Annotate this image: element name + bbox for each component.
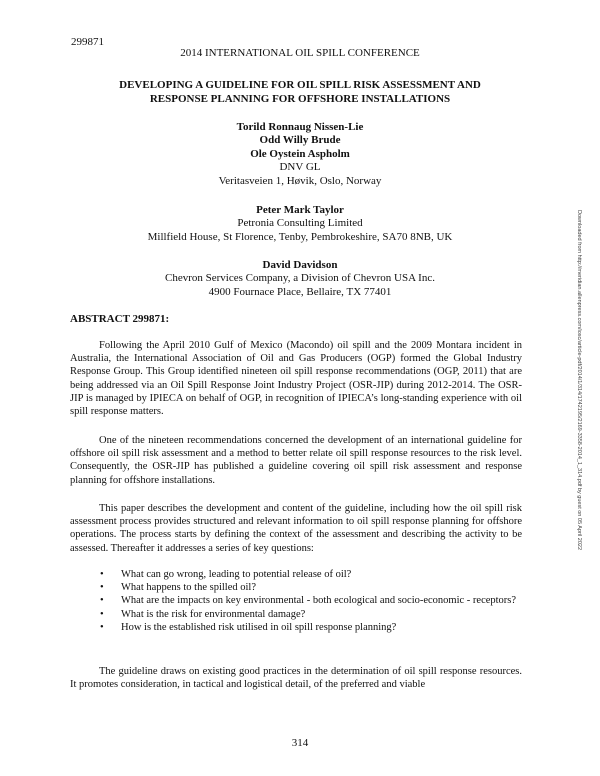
list-item: • What is the risk for environmental damage? <box>100 608 520 621</box>
paragraph-text: The guideline draws on existing good practices in the determination of oil spill response resources. It promotes consideration, in tactical and logistical detail, of the preferred and viable <box>70 666 522 691</box>
author-name: Peter Mark Taylor <box>256 204 344 216</box>
author-name: Odd Willy Brude <box>259 134 341 147</box>
key-questions-list <box>100 568 520 634</box>
page-number: 314 <box>291 737 309 749</box>
author-affiliation: Petronia Consulting Limited <box>237 217 363 230</box>
author-block-2 <box>60 204 540 244</box>
abstract-heading: ABSTRACT 299871: <box>70 313 170 325</box>
download-watermark <box>574 210 582 750</box>
author-name: Torild Ronnaug Nissen-Lie <box>236 121 364 133</box>
list-item: • What happens to the spilled oil? <box>100 581 520 594</box>
document-id: 299871 <box>71 36 104 48</box>
author-affiliation: DNV GL <box>279 161 321 174</box>
author-address: Millfield House, St Florence, Tenby, Pembrokeshire, SA70 8NB, UK <box>147 230 453 243</box>
paragraph-text: One of the nineteen recommendations concerned the development of an international guideline for offshore oil spill risk assessment and a method to better relate oil spill response resources to the risk level. Consequently, the OSR-JIP has published a guideline covering oil spill risk assessment and response planning for offshore installations. <box>70 435 522 486</box>
paper-title-line-2: RESPONSE PLANNING FOR OFFSHORE INSTALLATIONS <box>149 93 451 105</box>
author-block-3 <box>60 259 540 299</box>
conference-name: 2014 INTERNATIONAL OIL SPILL CONFERENCE <box>180 47 420 59</box>
author-affiliation: Chevron Services Company, a Division of Chevron USA Inc. <box>165 272 435 285</box>
author-name: Ole Oystein Aspholm <box>250 147 350 160</box>
abstract-paragraph-3 <box>70 502 522 555</box>
author-address: 4900 Fournace Place, Bellaire, TX 77401 <box>208 285 392 298</box>
abstract-paragraph-1 <box>70 339 522 418</box>
paragraph-text: Following the April 2010 Gulf of Mexico (Macondo) oil spill and the 2009 Montara incident in Australia, the International Association of Oil and Gas Producers (OGP) formed the Global Industry Response Group. This Group identified nineteen oil spill response recommendations (OGP, 2011) that are being addressed via an Oil Spill Response Joint Industry Project (OSR-JIP) during 2012-2014. The OSR-JIP is managed by IPIECA on behalf of OGP, in recognition of IPIECA’s long-standing experience with oil spill response matters. <box>70 340 522 418</box>
abstract-paragraph-4 <box>70 665 522 691</box>
download-note: Downloaded from http://meridian.allenpress.com/iosc/article-pdf/2014/1/314/1742195/2169-3358-2014_1_314.pdf by guest on 05 April 2022 <box>576 210 582 551</box>
paragraph-text: This paper describes the development and content of the guideline, including how the oil spill risk assessment process provides structured and relevant information to oil spill response planning for offshore operations. The process starts by defining the context of the assessment and describing the activity to be assessed. Thereafter it addresses a series of key questions: <box>70 503 522 554</box>
abstract-paragraph-2 <box>70 434 522 487</box>
author-block-1 <box>60 121 540 188</box>
list-item: • How is the established risk utilised in oil spill response planning? <box>100 621 520 634</box>
paper-title-line-1: DEVELOPING A GUIDELINE FOR OIL SPILL RISK ASSESSMENT AND <box>119 79 481 91</box>
author-name: David Davidson <box>262 259 338 271</box>
list-item: • What can go wrong, leading to potential release of oil? <box>100 568 520 581</box>
paper-title <box>80 78 520 106</box>
author-address: Veritasveien 1, Høvik, Oslo, Norway <box>218 174 382 187</box>
list-item: • What are the impacts on key environmental - both ecological and socio-economic - receptors? <box>100 594 520 607</box>
